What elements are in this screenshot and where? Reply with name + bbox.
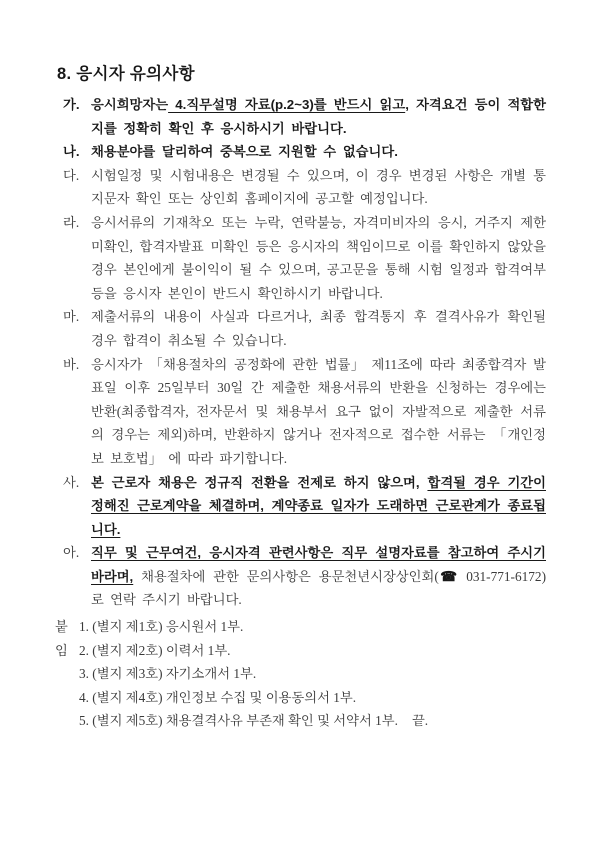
item-label: 아. xyxy=(63,545,80,561)
text-segment: , 자격요건 등이 적합한지를 정확히 확인 후 응시하시기 바랍니다. xyxy=(91,97,546,136)
notice-item-ma xyxy=(63,305,546,352)
attachment-line xyxy=(79,615,546,639)
item-text xyxy=(91,164,546,211)
end-mark: 끝. xyxy=(411,713,429,729)
attachment-line-text: 5. (별지 제5호) 채용결격사유 부존재 확인 및 서약서 1부. xyxy=(79,713,398,729)
notice-item-ga xyxy=(63,93,546,140)
text-segment: 응시서류의 기재착오 또는 누락, 연락불능, 자격미비자의 응시, 거주지 제한 미확인, 합격자발표 미확인 등은 응시자의 책임이므로 이를 확인하지 않았을 경우 본인에게 불이익이 될 수 있으며, 공고문을 통해 시험 일정과 합격여부 등을 응시자 본인이 반드시 확인하시기 바랍니다. xyxy=(91,214,546,301)
text-segment: 제출서류의 내용이 사실과 다르거나, 최종 합격통지 후 결격사유가 확인될 경우 합격이 취소될 수 있습니다. xyxy=(91,309,546,348)
item-text xyxy=(91,93,546,140)
phone-icon: ☎ xyxy=(438,568,459,584)
text-segment: 본 근로자 채용은 정규직 전환을 전제로 하지 않으며, xyxy=(91,474,428,490)
item-text xyxy=(91,541,546,612)
attachment-label: 붙임 xyxy=(55,619,68,658)
item-label: 라. xyxy=(63,214,80,230)
item-text xyxy=(91,471,546,542)
attachment-list xyxy=(79,615,546,733)
notice-list xyxy=(63,93,546,612)
attachment-section xyxy=(55,615,546,733)
attachment-line-text: 4. (별지 제4호) 개인정보 수집 및 이용동의서 1부. xyxy=(79,689,357,705)
underlined-text: 합격될 경우 기간이 정해진 근로계약을 체결하며, 계약종료 일자가 도래하면 근로관계가 종료됩니다. xyxy=(91,474,546,537)
attachment-line xyxy=(79,709,546,733)
item-label: 가. xyxy=(63,97,80,112)
attachment-line xyxy=(79,686,546,710)
notice-item-sa xyxy=(63,471,546,542)
attachment-line-text: 3. (별지 제3호) 자기소개서 1부. xyxy=(79,666,257,682)
attachment-line-text: 1. (별지 제1호) 응시원서 1부. xyxy=(79,619,244,635)
item-label: 마. xyxy=(63,309,80,325)
item-text xyxy=(91,140,546,164)
item-label: 다. xyxy=(63,167,80,183)
text-segment: 응시희망자는 xyxy=(91,97,169,112)
notice-item-na xyxy=(63,140,546,164)
attachment-line xyxy=(79,639,546,663)
item-label: 나. xyxy=(63,144,80,160)
item-text xyxy=(91,211,546,305)
text-segment: 채용절차에 관한 문의사항은 용문천년시장상인회( xyxy=(133,568,439,584)
notice-item-ra xyxy=(63,211,546,305)
notice-item-da xyxy=(63,164,546,211)
notice-item-ba xyxy=(63,353,546,471)
underlined-text: 4.직무설명 자료(p.2~3)를 반드시 읽고 xyxy=(168,97,406,112)
attachment-line xyxy=(79,662,546,686)
section-heading: 8. 응시자 유의사항 xyxy=(57,65,195,83)
text-segment: 채용분야를 달리하여 중복으로 지원할 수 없습니다. xyxy=(91,144,398,160)
item-label: 바. xyxy=(63,356,80,372)
item-text xyxy=(91,305,546,352)
underlined-text: 직무 및 근무여건, 응시자격 관련사항은 직무 설명자료를 참고하여 주시기 바라며, xyxy=(91,545,546,584)
text-segment: 시험일정 및 시험내용은 변경될 수 있으며, 이 경우 변경된 사항은 개별 통지문자 확인 또는 상인회 홈페이지에 공고할 예정입니다. xyxy=(91,167,546,207)
text-segment: 응시자가 「채용절차의 공정화에 관한 법률」 제11조에 따라 최종합격자 발표일 이후 25일부터 30일 간 제출한 채용서류의 반환을 신청하는 경우에는 반환(최종합격자, 전자문서 및 채용부서 요구 없이 자발적으로 제출한 서류의 경우는 제외)하며, 반환하지 않거나 전자적으로 접수한 서류는 「개인정보 보호법」 에 따라 파기합니다. xyxy=(91,356,546,466)
item-text xyxy=(91,353,546,471)
notice-item-a xyxy=(63,541,546,612)
text-segment: 031-771-6172)로 연락 주시기 바랍니다. xyxy=(91,568,547,608)
item-label: 사. xyxy=(63,474,80,490)
attachment-line-text: 2. (별지 제2호) 이력서 1부. xyxy=(79,642,231,658)
